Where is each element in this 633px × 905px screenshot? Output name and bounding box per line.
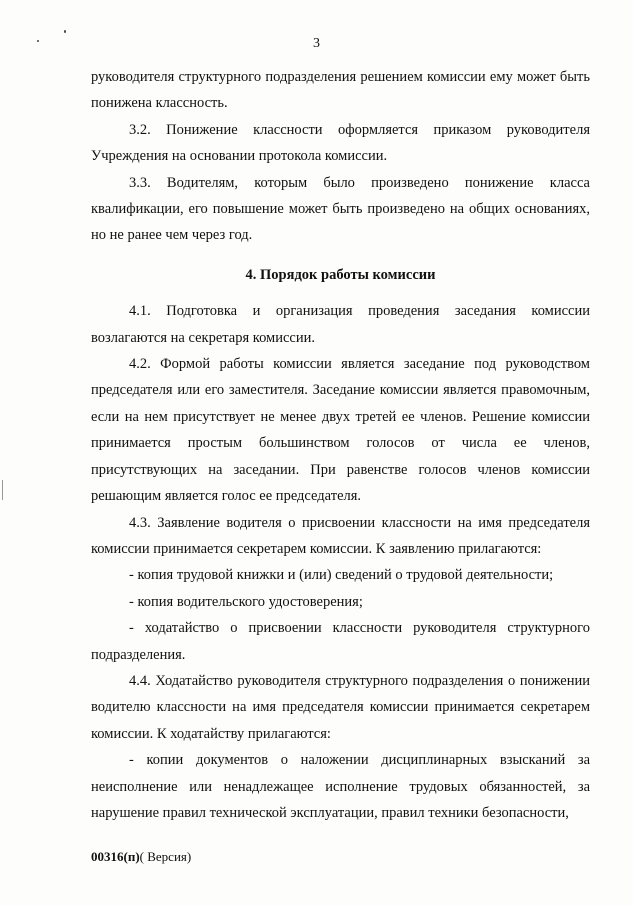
scan-speck — [64, 30, 66, 33]
list-item-4-3-b: - копия водительского удостоверения; — [129, 593, 363, 610]
paragraph-3-2: 3.2. Понижение классности оформляется приказом руководителя Учреждения на основании протокола комиссии. — [91, 121, 590, 165]
document-code: 00316(п) — [91, 849, 140, 864]
document-footer — [91, 849, 191, 865]
list-item-4-4-a: - копии документов о наложении дисциплинарных взысканий за неисполнение или ненадлежащее исполнение трудовых обязанностей, за нарушение правил технической эксплуатации, правил техники безопасности, — [91, 752, 590, 821]
paragraph-4-2: 4.2. Формой работы комиссии является заседание под руководством председателя или его заместителя. Заседание комиссии является правомочным, если на нем присутствует не менее двух третей ее членов. Решение комиссии принимается простым большинством голосов от числа ее членов, присутствующих на заседании. При равенстве голосов членов комиссии решающим является голос ее председателя. — [91, 356, 590, 505]
document-body — [91, 64, 590, 826]
scan-edge-mark — [2, 480, 3, 500]
list-item-4-3-a: - копия трудовой книжки и (или) сведений о трудовой деятельности; — [129, 567, 554, 584]
paragraph-4-3: 4.3. Заявление водителя о присвоении классности на имя председателя комиссии принимается секретарем комиссии. К заявлению прилагаются: — [91, 514, 590, 557]
page-number: 3 — [313, 36, 320, 51]
paragraph-4-1: 4.1. Подготовка и организация проведения заседания комиссии возлагаются на секретаря комиссии. — [91, 303, 590, 346]
paragraph-3-3: 3.3. Водителям, которым было произведено понижение класса квалификации, его повышение может быть произведено на общих основаниях, но не ранее чем через год. — [91, 174, 590, 244]
document-version: ( Версия) — [139, 849, 192, 864]
section-heading-4: 4. Порядок работы комиссии — [245, 266, 436, 283]
paragraph-continuation: руководителя структурного подразделения решением комиссии ему может быть понижена классность. — [91, 69, 590, 112]
paragraph-4-4: 4.4. Ходатайство руководителя структурного подразделения о понижении водителю классности на имя председателя комиссии принимается секретарем комиссии. К ходатайству прилагаются: — [91, 672, 590, 742]
list-item-4-3-c: - ходатайство о присвоении классности руководителя структурного подразделения. — [91, 620, 590, 663]
